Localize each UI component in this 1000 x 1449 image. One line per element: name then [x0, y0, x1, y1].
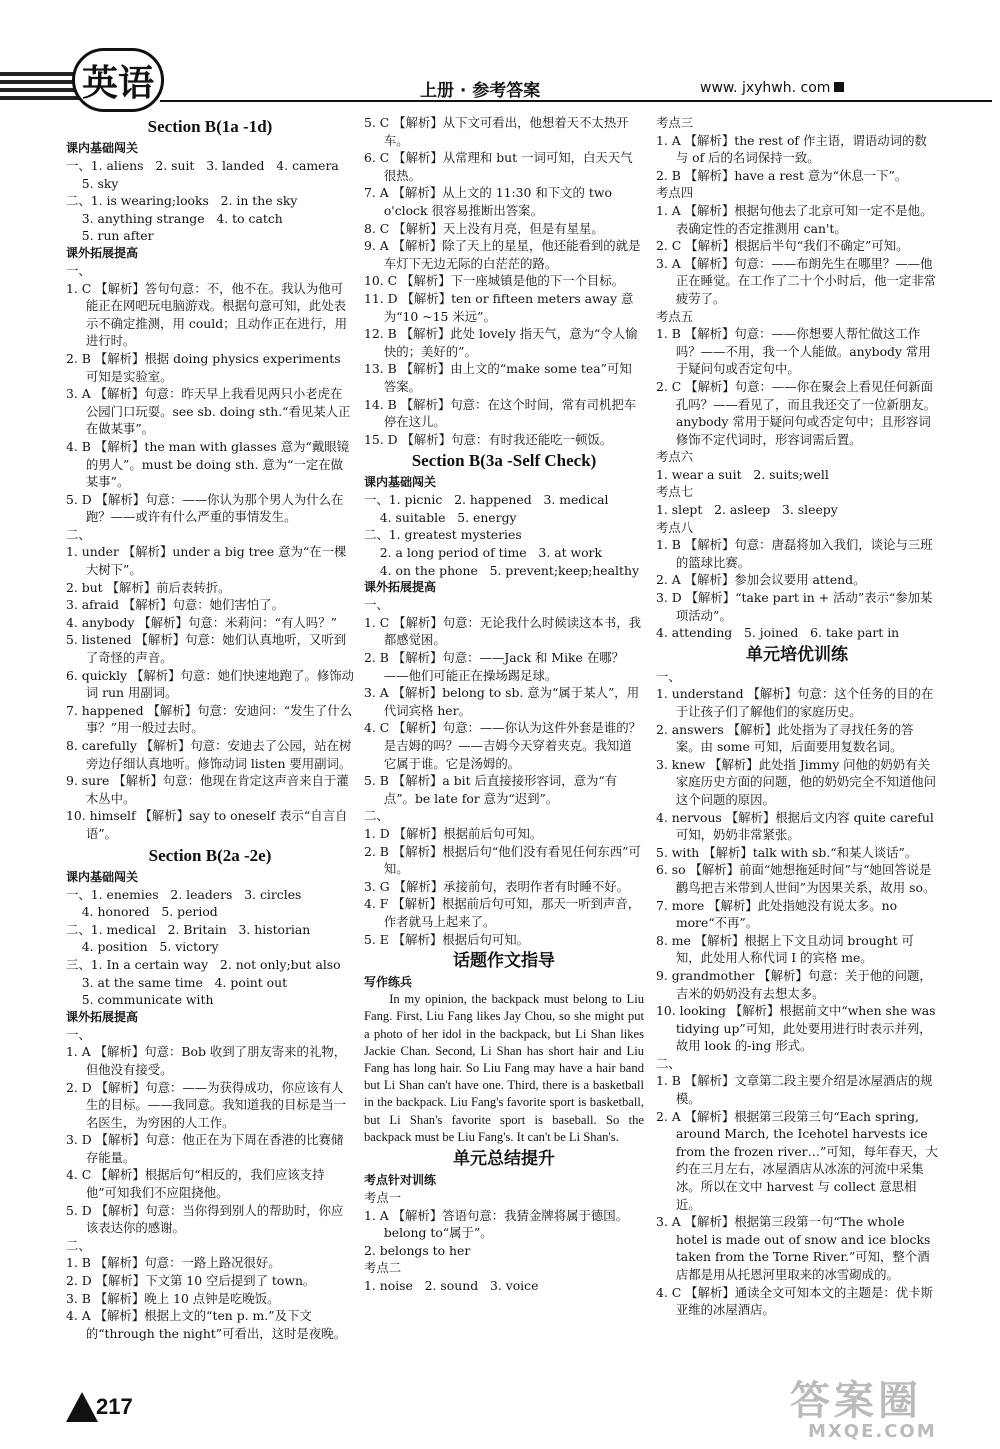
answer-line: 考点四	[656, 185, 694, 201]
header-title: 上册 · 参考答案	[420, 81, 541, 101]
subsection-label: 课外拓展提高	[66, 245, 139, 260]
answer-line: 一、1. picnic 2. happened 3. medical	[364, 492, 609, 508]
answer-line: 一、	[66, 1026, 91, 1042]
answer-item: 3. A 【解析】句意：——布朗先生在哪里？——他正在睡觉。在工作了二十个小时后，他一定非常疲劳了。	[656, 255, 937, 306]
answer-line: 5. communicate with	[66, 992, 214, 1008]
answer-line: 二、1. is wearing;looks 2. in the sky	[66, 193, 298, 209]
watermark-url: MXQE.COM	[808, 1421, 937, 1442]
column-left	[66, 114, 354, 1342]
answer-item: 4. B 【解析】the man with glasses 意为“戴眼镜的男人”。must be doing sth. 意为“一定在做某事”。	[66, 438, 350, 490]
answer-item: 2. D 【解析】下文第 10 空后提到了 town。	[66, 1273, 316, 1289]
answer-line: 考点二	[364, 1260, 402, 1276]
essay-paragraph: In my opinion, the backpack must belong to Liu Fang. First, Liu Fang likes Jay Chou, so she might put a photo of her idol in the backpack, but Li Shan likes Jackie Chan. Second, Li Shan has short hair and Liu Fang has long hair. So Liu Fang may have a hair band but Li Shan can't have one. Third, there is a basketball in the backpack. Liu Fang's favorite sport is basketball, but Li Shan's favorite sport is baseball. So the backpack must be Liu Fang's. It can't be Li Shan's.	[364, 992, 644, 1144]
answer-item: 8. carefully 【解析】句意：安迪去了公园，站在树旁边仔细认真地听。修饰动词 listen 要用副词。	[66, 738, 352, 771]
answer-line: 5. sky	[66, 175, 119, 191]
answer-line: 一、	[66, 262, 91, 278]
answer-item: 14. B 【解析】句意：在这个时间，常有司机把车停在这儿。	[364, 396, 637, 430]
header-url-text: www. jxyhwh. com	[700, 80, 831, 96]
answer-line: 5. run after	[66, 228, 154, 244]
answer-item: 3. A 【解析】根据第三段第一句“The whole hotel is made out of snow and ice blocks taken from the Torne River.”可知，整个酒店都是用从托恩河里取来的冰雪砌成的。	[656, 1214, 931, 1282]
answer-line: 4. position 5. victory	[66, 939, 219, 955]
answer-line: 1. slept 2. asleep 3. sleepy	[656, 502, 838, 518]
answer-item: 9. grandmother 【解析】句意：关于他的问题，吉米的奶奶没有去想太多。	[656, 967, 932, 1001]
answer-item: 3. A 【解析】句意：昨天早上我看见两只小老虎在公园门口玩耍。see sb. doing sth.“看见某人正在做某事”。	[66, 386, 351, 437]
answer-item: 1. A 【解析】句意：Bob 收到了朋友寄来的礼物，但他没有接受。	[66, 1044, 347, 1077]
subsection-label: 课内基础闯关	[364, 475, 437, 490]
answer-item: 9. A 【解析】除了天上的星星，他还能看到的就是车灯下无边无际的白茫茫的路。	[364, 238, 641, 271]
answer-line: 4. on the phone 5. prevent;keep;healthy	[364, 562, 639, 578]
answer-item: 2. A 【解析】参加会议要用 attend。	[656, 572, 866, 588]
answer-line: 一、	[656, 668, 681, 684]
answer-item: 1. B 【解析】句意：一路上路况很好。	[66, 1255, 281, 1271]
answer-item: 5. C 【解析】从下文可看出，他想着天不太热开车。	[364, 115, 629, 148]
answer-line: 考点三	[656, 115, 694, 130]
answer-item: 2. B 【解析】句意：——Jack 和 Mike 在哪？——他们可能正在操场踢足球。	[364, 650, 624, 683]
section-title: 话题作文指导	[453, 951, 555, 971]
answer-item: 10. looking 【解析】根据前文中“when she was tidying up”可知，此处要用进行时表示并列，故用 look 的-ing 形式。	[656, 1003, 936, 1054]
answer-line: 二、	[364, 808, 389, 824]
subject-logo: 英语	[72, 48, 164, 112]
mountain-icon	[66, 1392, 98, 1422]
answer-item: 1. understand 【解析】句意：这个任务的目的在于让孩子们了解他们的家庭历史。	[656, 686, 934, 719]
answer-item: 2. C 【解析】根据后半句“我们不确定”可知。	[656, 238, 909, 254]
section-title: 单元培优训练	[746, 644, 848, 664]
subsection-label: 课外拓展提高	[66, 1009, 139, 1024]
answer-item: 4. C 【解析】句意：——你认为这件外套是谁的？是吉姆的吗？——吉姆今天穿着夹克。我知道它属于谁。它是汤姆的。	[364, 720, 641, 771]
answer-line: 一、	[364, 597, 389, 613]
answer-line: 二、	[656, 1055, 681, 1071]
answer-item: 4. C 【解析】通读全文可知本文的主题是：优卡斯亚维的冰屋酒店。	[656, 1284, 933, 1318]
answer-item: 4. A 【解析】根据上文的“ten p. m.”及下文的“through the night”可看出，这时是夜晚。	[66, 1308, 347, 1341]
column-right	[656, 114, 938, 1319]
answer-line: 1. noise 2. sound 3. voice	[364, 1277, 539, 1293]
answer-line: 考点一	[364, 1189, 402, 1205]
answer-item: 3. A 【解析】belong to sb. 意为“属于某人”，用代词宾格 her。	[364, 685, 640, 718]
answer-item: 7. happened 【解析】句意：安迪问：“发生了什么事？”用一般过去时。	[66, 702, 353, 736]
section-title: Section B(3a -Self Check)	[411, 451, 597, 471]
answer-item: 2. belongs to her	[364, 1242, 471, 1258]
answer-item: 5. with 【解析】talk with sb.“和某人谈话”。	[656, 844, 918, 860]
header-rule	[160, 100, 992, 102]
answer-item: 2. D 【解析】句意：——为获得成功，你应该有人生的目标。——我同意。我知道我的目标是当一名医生，为穷困的人工作。	[66, 1079, 347, 1130]
answer-item: 1. B 【解析】文章第二段主要介绍是冰屋酒店的规模。	[656, 1073, 933, 1107]
answer-line: 考点五	[656, 308, 694, 324]
answer-item: 7. more 【解析】此处指她没有说太多。no more“不再”。	[656, 897, 898, 931]
answer-item: 1. D 【解析】根据前后句可知。	[364, 825, 543, 841]
answer-item: 5. D 【解析】句意：当你得到别人的帮助时，你应该表达你的感谢。	[66, 1202, 344, 1236]
answer-line: 三、1. In a certain way 2. not only;but also	[66, 956, 341, 972]
answer-item: 4. C 【解析】根据后句“相反的，我们应该支持他”可知我们不应阻挠他。	[66, 1167, 325, 1201]
answer-item: 7. A 【解析】从上文的 11:30 和下文的 two o'clock 很容易推断出答案。	[364, 185, 612, 218]
answer-item: 5. B 【解析】a bit 后直接接形容词，意为“有点”。be late for 意为“迟到”。	[364, 773, 618, 806]
answer-item: 1. C 【解析】答句句意：不，他不在。我认为他可能正在网吧玩电脑游戏。根据句意可知，此处表示不确定推测，用 could；且动作正在进行，用进行时。	[66, 280, 348, 349]
column-middle	[364, 114, 644, 1295]
answer-item: 2. answers 【解析】此处指为了寻找任务的答案。由 some 可知，后面要用复数名词。	[656, 721, 914, 755]
answer-item: 2. A 【解析】根据第三段第三句“Each spring, around March, the Icehotel harvests ice from the frozen river…”可知，每年春天，大约在三月左右，冰屋酒店从冰冻的河流中采集冰。所以在文中 harvest 与 collect 意思相近。	[656, 1108, 938, 1212]
answer-line: 1. wear a suit 2. suits;well	[656, 466, 829, 482]
answer-item: 2. C 【解析】句意：——你在聚会上看见任何新面孔吗？——看见了，而且我还交了一位新朋友。anybody 常用于疑问句或否定句中；且形容词修饰不定代词时，形容词需后置。	[656, 378, 937, 447]
subsection-label: 课内基础闯关	[66, 869, 139, 884]
answer-line: 2. a long period of time 3. at work	[364, 545, 602, 561]
answer-item: 15. D 【解析】句意：有时我还能吃一顿饭。	[364, 431, 613, 447]
answer-item: 2. B 【解析】根据后句“他们没有看见任何东西”可知。	[364, 843, 641, 877]
answer-line: 3. at the same time 4. point out	[66, 974, 288, 990]
answer-item: 9. sure 【解析】句意：他现在肯定这声音来自于灌木丛中。	[66, 773, 349, 806]
answer-item: 12. B 【解析】此处 lovely 指天气，意为“令人愉快的；美好的”。	[364, 326, 638, 359]
answer-item: 4. anybody 【解析】句意：米莉问：“有人吗？”	[66, 614, 337, 630]
answer-item: 2. B 【解析】根据 doing physics experiments 可知是实验室。	[66, 350, 341, 384]
answer-line: 考点六	[656, 449, 694, 465]
answer-item: 10. himself 【解析】say to oneself 表示“自言自语”。	[66, 808, 348, 841]
answer-line: 考点八	[656, 519, 694, 535]
answer-item: 5. listened 【解析】句意：她们认真地听，又听到了奇怪的声音。	[66, 632, 347, 666]
answer-line: 二、	[66, 1237, 91, 1253]
answer-item: 3. B 【解析】晚上 10 点钟是吃晚饭。	[66, 1290, 280, 1306]
subsection-label: 课外拓展提高	[364, 580, 437, 595]
answer-line: 考点七	[656, 484, 694, 500]
answer-item: 1. A 【解析】根据句他去了北京可知一定不是他。表确定性的否定推测用 can't。	[656, 202, 933, 236]
answer-item: 6. so 【解析】前面“她想拖延时间”与“她回答说是鹳鸟把吉米带到人世间”为因果关系，故用 so。	[656, 862, 936, 895]
answer-item: 10. C 【解析】下一座城镇是他的下一个目标。	[364, 273, 625, 289]
page-header	[0, 40, 1000, 120]
answer-item: 8. me 【解析】根据上下文且动词 brought 可知，此处用人称代词 I 的宾格 me。	[656, 932, 914, 966]
subsection-label: 课内基础闯关	[66, 141, 139, 155]
answer-item: 3. afraid 【解析】句意：她们害怕了。	[66, 597, 284, 613]
answer-item: 1. C 【解析】句意：无论我什么时候读这本书，我都感觉困。	[364, 614, 641, 648]
answer-item: 3. D 【解析】句意：他正在为下周在香港的比赛储存能量。	[66, 1132, 344, 1165]
subsection-label: 考点针对训练	[364, 1172, 437, 1187]
answer-item: 4. nervous 【解析】根据后文内容 quite careful 可知，奶奶非常紧张。	[656, 809, 934, 843]
answer-line: 一、1. aliens 2. suit 3. landed 4. camera	[66, 158, 339, 173]
answer-item: 1. under 【解析】under a big tree 意为“在一棵大树下”。	[66, 544, 347, 578]
answer-item: 1. B 【解析】句意：——你想要人帮忙做这工作吗？——不用，我一个人能做。anybody 常用于疑问句或否定句中。	[656, 326, 931, 377]
answer-item: 2. B 【解析】have a rest 意为“休息一下”。	[656, 167, 908, 183]
answer-item: 8. C 【解析】天上没有月亮，但是有星星。	[364, 220, 604, 236]
answer-item: 3. knew 【解析】此处指 Jimmy 问他的奶奶有关家庭历史方面的问题，他的奶奶完全不知道他问这个问题的原因。	[656, 756, 937, 807]
page-number: 217	[96, 1394, 133, 1419]
answer-item: 2. but 【解析】前后表转折。	[66, 579, 231, 595]
square-icon	[834, 82, 844, 92]
answer-item: 13. B 【解析】由上文的“make some tea”可知答案。	[364, 361, 632, 394]
answer-line: 二、	[66, 526, 91, 542]
answer-item: 6. quickly 【解析】句意：她们快速地跑了。修饰动词 run 用副词。	[66, 667, 355, 701]
answer-item: 6. C 【解析】从常理和 but 一词可知，白天天气很热。	[364, 150, 633, 183]
answer-item: 5. D 【解析】句意：——你认为那个男人为什么在跑？——或许有什么严重的事情发生。	[66, 491, 344, 525]
answer-item: 1. A 【解析】答语句意：我猜金牌将属于德国。belong to“属于”。	[364, 1207, 629, 1241]
answer-item: 3. G 【解析】承接前句，表明作者有时睡不好。	[364, 878, 630, 894]
answer-line: 4. honored 5. period	[66, 904, 218, 920]
answer-line: 3. anything strange 4. to catch	[66, 210, 283, 226]
answer-item: 5. E 【解析】根据后句可知。	[364, 931, 530, 947]
answer-item: 1. B 【解析】句意：唐磊将加入我们，谈论与三班的篮球比赛。	[656, 537, 933, 570]
answer-line: 一、1. enemies 2. leaders 3. circles	[66, 886, 302, 902]
answer-line: 二、1. greatest mysteries	[364, 527, 522, 543]
answer-line: 4. suitable 5. energy	[364, 509, 517, 525]
header-url	[700, 80, 844, 96]
answer-item: 1. A 【解析】the rest of 作主语，谓语动词的数与 of 后的名词保持一致。	[656, 132, 927, 166]
section-title: Section B(1a -1d)	[147, 117, 273, 136]
answer-line: 4. attending 5. joined 6. take part in	[656, 625, 900, 641]
watermark	[790, 1380, 990, 1446]
answer-item: 3. D 【解析】“take part in + 活动”表示“参加某项活动”。	[656, 590, 933, 623]
page-footer	[66, 1388, 186, 1428]
answer-line: 二、1. medical 2. Britain 3. historian	[66, 921, 311, 937]
header-stripes	[0, 72, 80, 104]
section-title: 单元总结提升	[453, 1148, 555, 1168]
answer-item: 11. D 【解析】ten or fifteen meters away 意为“10 ~15 米远”。	[364, 290, 634, 324]
section-title: Section B(2a -2e)	[148, 845, 272, 865]
watermark-text: 答案圈	[790, 1378, 922, 1424]
subsection-label: 写作练兵	[364, 975, 413, 990]
answer-item: 4. F 【解析】根据前后句可知，那天一听到声音，作者就马上起来了。	[364, 896, 641, 929]
